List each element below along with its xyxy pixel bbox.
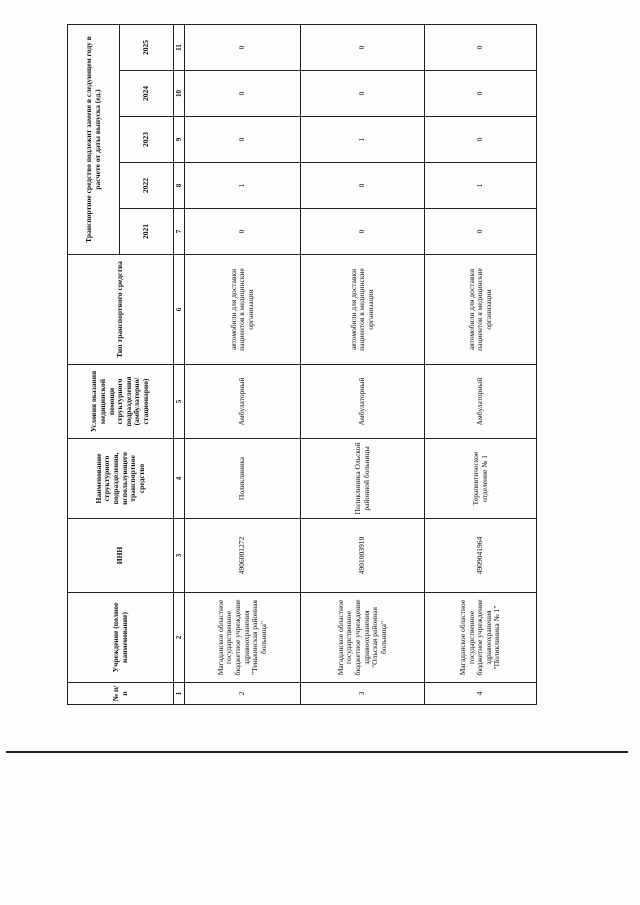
row-value-2022: 1: [425, 163, 537, 209]
column-number-row: [174, 25, 185, 705]
column-number: 10: [174, 71, 185, 117]
row-conditions: Амбулаторный: [301, 365, 425, 439]
header-unit: Наименование структурного подразделения, использующего транспортное средство: [68, 439, 174, 519]
row-vehicle-type: автомобили для доставки пациентов в медицинские организации: [185, 255, 301, 365]
column-number: 1: [174, 683, 185, 705]
column-number: 9: [174, 117, 185, 163]
table-row: [185, 25, 301, 705]
row-num: 4: [425, 683, 537, 705]
row-unit: Терапевтическое отделение № 1: [425, 439, 537, 519]
column-number: 8: [174, 163, 185, 209]
header-row-1: [68, 25, 120, 705]
row-unit: Поликлиника: [185, 439, 301, 519]
column-number: 2: [174, 593, 185, 683]
row-value-2025: 0: [185, 25, 301, 71]
column-number: 5: [174, 365, 185, 439]
row-value-2021: 0: [301, 209, 425, 255]
row-institution: Магаданское областное государственное бюджетное учреждение здравоохранения "Тенькинская районная больница": [185, 593, 301, 683]
header-conditions: Условия оказания медицинской помощи структурного подразделения (амбулаторно/ стационарно): [68, 365, 174, 439]
header-inn: ИНН: [68, 519, 174, 593]
column-number: 4: [174, 439, 185, 519]
row-institution: Магаданское областное государственное бюджетное учреждение здравоохранения "Ольская районная больница": [301, 593, 425, 683]
row-inn: 4906001272: [185, 519, 301, 593]
column-number: 11: [174, 25, 185, 71]
table-row: [425, 25, 537, 705]
row-inn: 4909041964: [425, 519, 537, 593]
row-value-2022: 0: [301, 163, 425, 209]
header-year: 2022: [120, 163, 174, 209]
header-year: 2023: [120, 117, 174, 163]
row-unit: Поликлиника Ольской районной больницы: [301, 439, 425, 519]
row-inn: 4901003910: [301, 519, 425, 593]
header-institution: Учреждение (полное наименование): [68, 593, 174, 683]
column-number: 6: [174, 255, 185, 365]
row-institution: Магаданское областное государственное бюджетное учреждение здравоохранения "Поликлиника № 1": [425, 593, 537, 683]
column-number: 3: [174, 519, 185, 593]
row-value-2024: 0: [185, 71, 301, 117]
row-value-2021: 0: [185, 209, 301, 255]
row-value-2025: 0: [301, 25, 425, 71]
row-vehicle-type: автомобили для доставки пациентов в медицинские организации: [425, 255, 537, 365]
rotated-table-wrapper: [67, 25, 537, 705]
row-num: 3: [301, 683, 425, 705]
table-row: [301, 25, 425, 705]
row-value-2023: 0: [185, 117, 301, 163]
header-year: 2021: [120, 209, 174, 255]
vehicle-replacement-table: [67, 24, 537, 705]
row-value-2024: 0: [301, 71, 425, 117]
page-divider-line: [6, 751, 628, 753]
header-year: 2025: [120, 25, 174, 71]
column-number: 7: [174, 209, 185, 255]
row-vehicle-type: автомобили для доставки пациентов в медицинские организации: [301, 255, 425, 365]
row-value-2022: 1: [185, 163, 301, 209]
row-conditions: Амбулаторный: [185, 365, 301, 439]
row-value-2024: 0: [425, 71, 537, 117]
header-replacement: Транспортное средство подлежит замене в следующем году в расчете от даты выпуска (ед.): [68, 25, 120, 255]
header-num: № п/п: [68, 683, 174, 705]
row-value-2025: 0: [425, 25, 537, 71]
row-value-2021: 0: [425, 209, 537, 255]
header-vehicle-type: Тип транспортного средства: [68, 255, 174, 365]
row-num: 2: [185, 683, 301, 705]
row-value-2023: 0: [425, 117, 537, 163]
header-year: 2024: [120, 71, 174, 117]
row-value-2023: 1: [301, 117, 425, 163]
row-conditions: Амбулаторный: [425, 365, 537, 439]
